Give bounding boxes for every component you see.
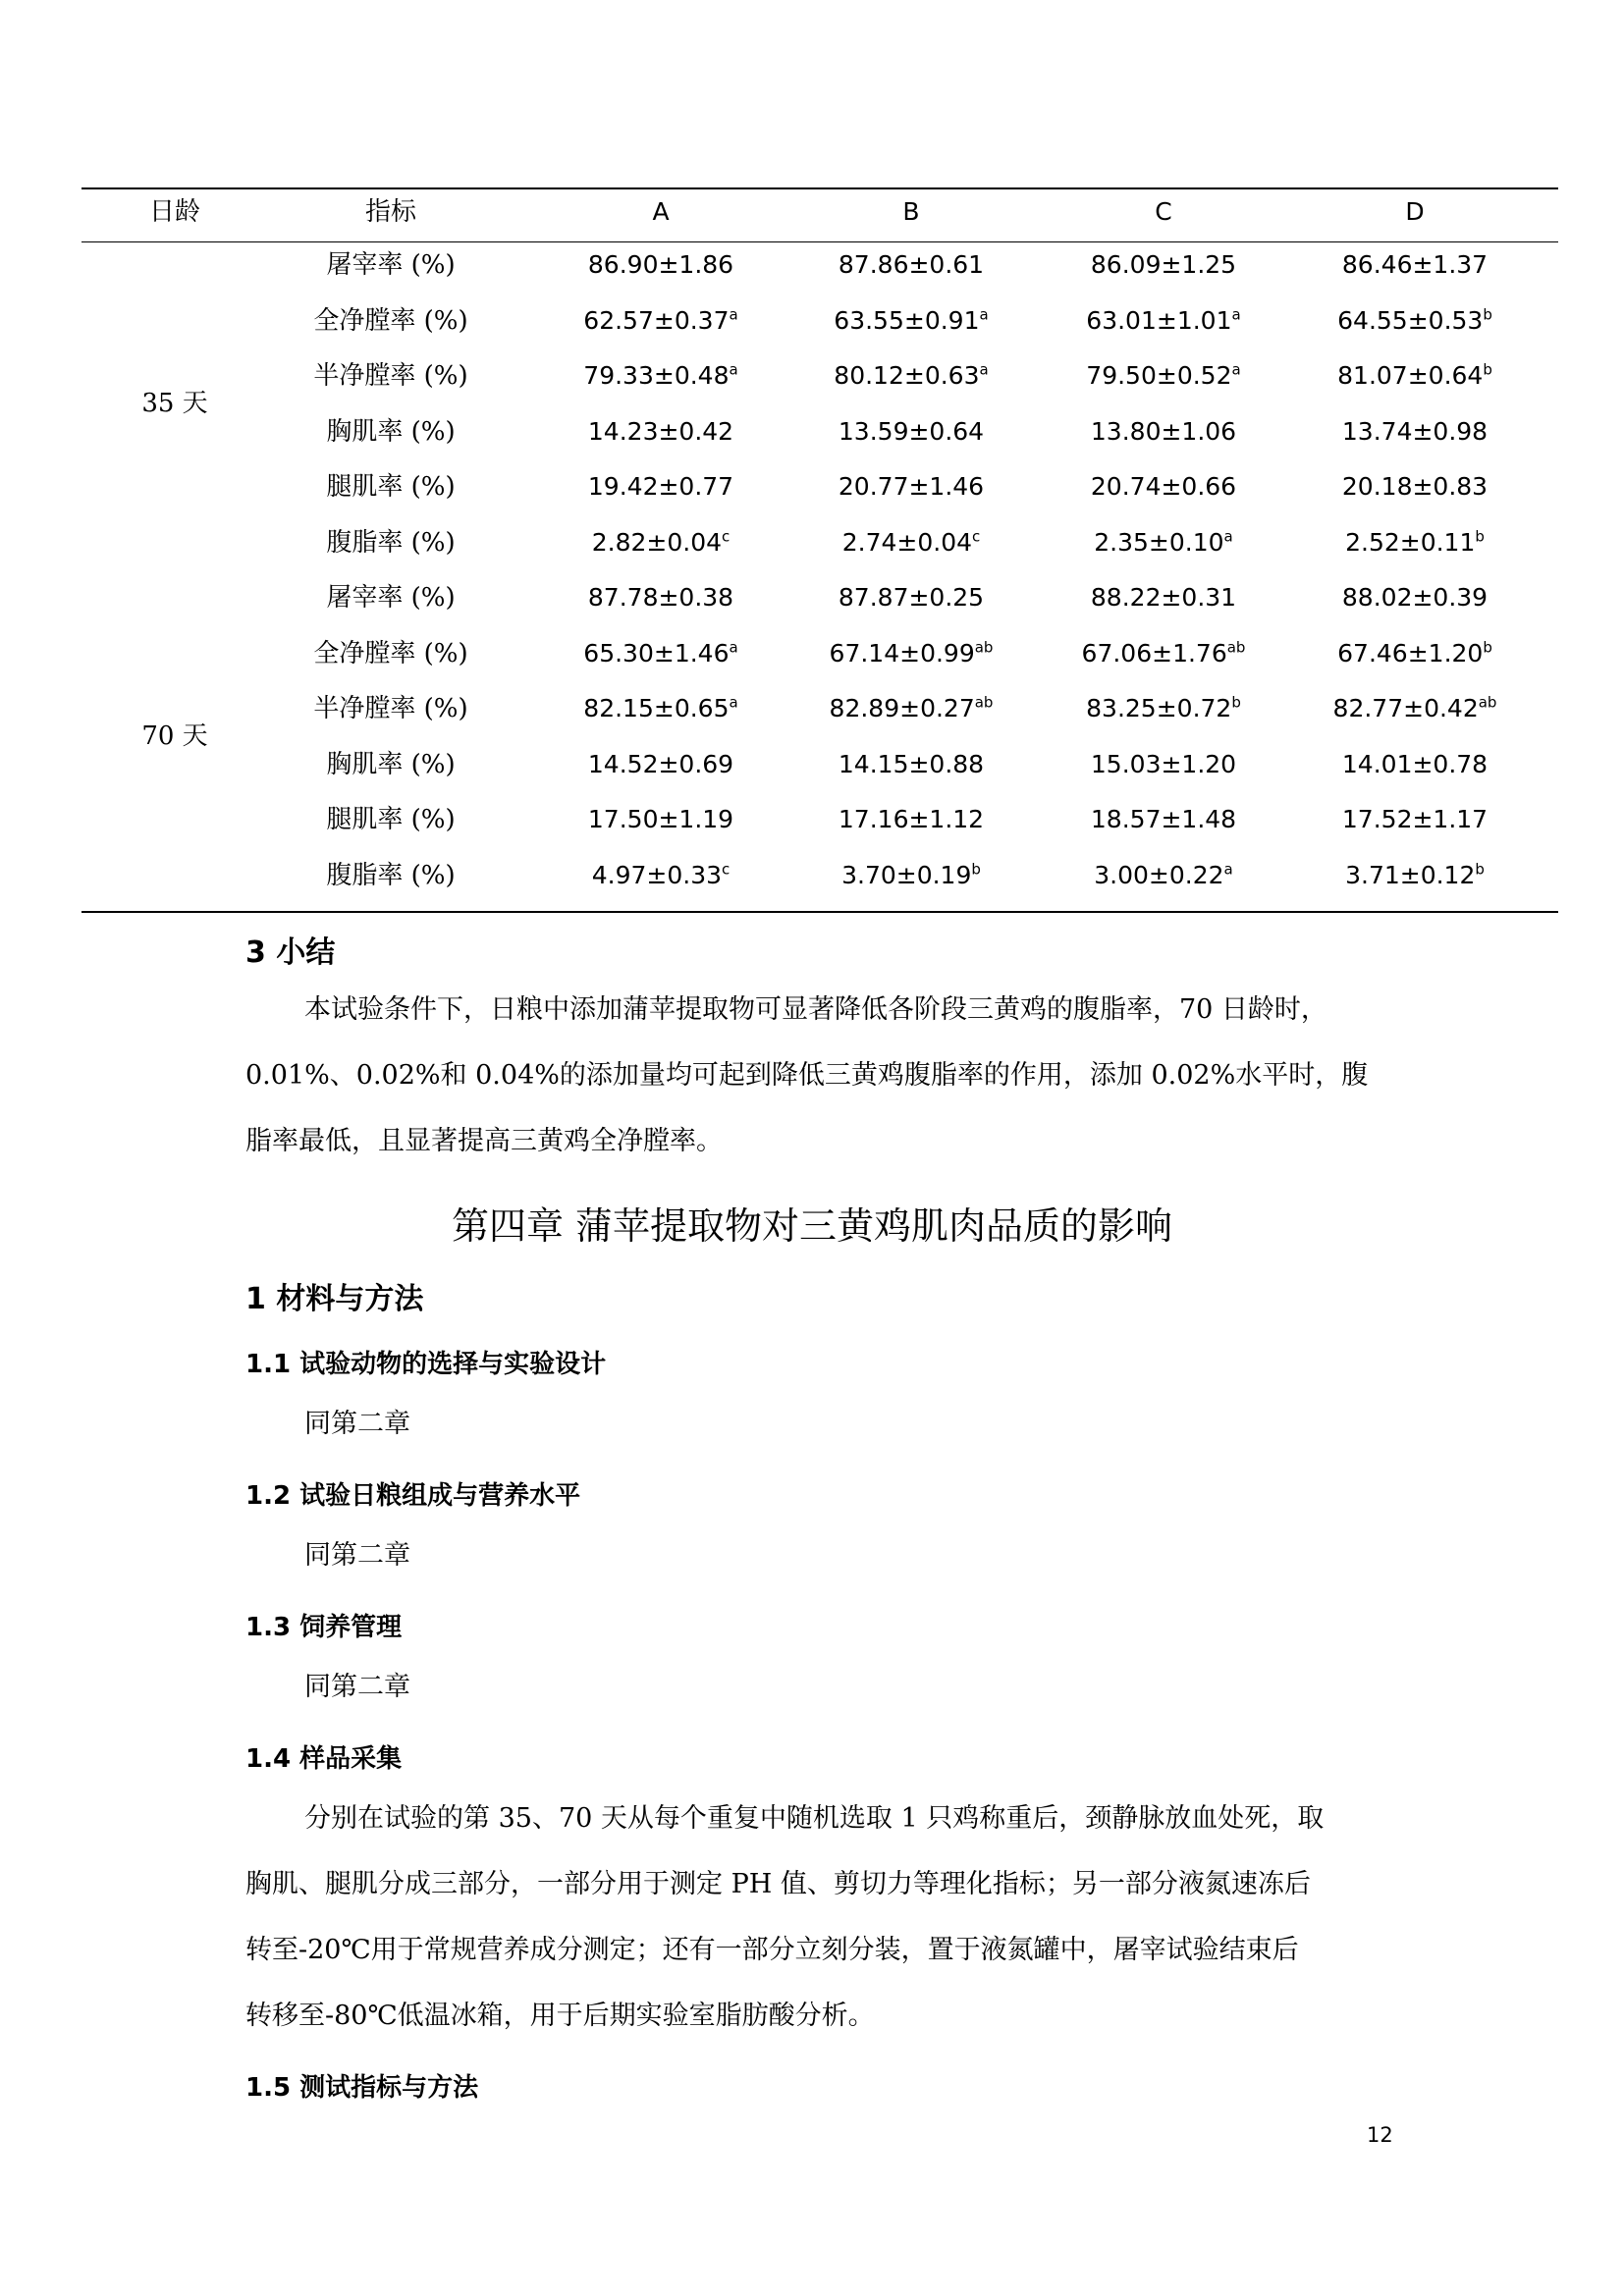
mean-sd-value: 18.57±1.48 — [1090, 805, 1237, 833]
mean-sd-value: 82.15±0.65 — [583, 694, 730, 722]
value-cell-d — [1302, 583, 1528, 613]
mean-sd-value: 3.71±0.12 — [1345, 860, 1476, 889]
mean-sd-value: 2.82±0.04 — [591, 527, 723, 557]
mean-sd-value: 2.52±0.11 — [1345, 527, 1476, 557]
mean-sd-value: 15.03±1.20 — [1090, 749, 1237, 778]
mean-sd-value: 88.22±0.31 — [1090, 583, 1237, 612]
col-header-b: B — [902, 197, 920, 226]
significance-letter: a — [1231, 360, 1241, 379]
significance-letter: ab — [1226, 638, 1246, 657]
significance-letter: a — [1223, 527, 1233, 546]
mean-sd-value: 86.46±1.37 — [1341, 250, 1489, 279]
value-cell-b — [798, 417, 1024, 447]
table-header-rule — [81, 241, 1558, 242]
mean-sd-value: 80.12±0.63 — [834, 361, 980, 390]
mean-sd-value: 67.14±0.99 — [829, 638, 975, 667]
subsection-body-1-2: 同第二章 — [304, 1540, 410, 1571]
value-cell-a — [548, 306, 774, 336]
significance-letter: ab — [974, 638, 994, 657]
value-cell-b — [798, 861, 1024, 890]
mean-sd-value: 67.46±1.20 — [1337, 638, 1484, 667]
col-header-age: 日龄 — [148, 197, 200, 227]
mean-sd-value: 86.09±1.25 — [1090, 250, 1237, 279]
subsection-heading-1-4: 1.4 样品采集 — [245, 1744, 403, 1774]
mean-sd-value: 83.25±0.72 — [1086, 694, 1232, 722]
value-cell-d — [1302, 694, 1528, 723]
value-cell-c — [1051, 694, 1276, 723]
significance-letter: c — [972, 527, 981, 546]
value-cell-c — [1051, 472, 1276, 502]
value-cell-c — [1051, 805, 1276, 834]
significance-letter: a — [729, 360, 738, 379]
mean-sd-value: 67.06±1.76 — [1081, 638, 1227, 667]
mean-sd-value: 20.77±1.46 — [838, 472, 985, 501]
sample-collection-line-2: 胸肌、腿肌分成三部分，一部分用于测定 PH 值、剪切力等理化指标；另一部分液氮速冻后 — [245, 1869, 1311, 1899]
col-header-c: C — [1155, 197, 1172, 226]
subsection-body-1-1: 同第二章 — [304, 1409, 410, 1439]
value-cell-a — [548, 528, 774, 558]
mean-sd-value: 17.52±1.17 — [1341, 805, 1489, 833]
value-cell-a — [548, 583, 774, 613]
indicator-label: 胸肌率 (%) — [326, 749, 456, 779]
significance-letter: b — [1475, 860, 1485, 879]
indicator-label: 腿肌率 (%) — [326, 472, 456, 502]
indicator-label: 腹脂率 (%) — [326, 527, 456, 558]
value-cell-c — [1051, 250, 1276, 280]
significance-letter: ab — [974, 693, 994, 712]
col-header-indicator: 指标 — [364, 197, 416, 227]
mean-sd-value: 86.90±1.86 — [587, 250, 734, 279]
sample-collection-line-4: 转移至-80℃低温冰箱，用于后期实验室脂肪酸分析。 — [245, 2001, 875, 2031]
mean-sd-value: 19.42±0.77 — [587, 472, 734, 501]
value-cell-d — [1302, 750, 1528, 779]
value-cell-b — [798, 528, 1024, 558]
value-cell-a — [548, 361, 774, 391]
value-cell-d — [1302, 250, 1528, 280]
significance-letter: a — [979, 360, 989, 379]
mean-sd-value: 13.74±0.98 — [1341, 416, 1489, 446]
value-cell-d — [1302, 805, 1528, 834]
mean-sd-value: 14.52±0.69 — [587, 749, 734, 778]
sample-collection-line-1: 分别在试验的第 35、70 天从每个重复中随机选取 1 只鸡称重后，颈静脉放血处死，取 — [304, 1803, 1325, 1834]
summary-heading: 3 小结 — [245, 935, 336, 970]
significance-letter: a — [1231, 305, 1241, 324]
value-cell-c — [1051, 750, 1276, 779]
value-cell-d — [1302, 639, 1528, 668]
value-cell-b — [798, 361, 1024, 391]
mean-sd-value: 65.30±1.46 — [583, 638, 730, 667]
mean-sd-value: 82.89±0.27 — [829, 694, 975, 722]
mean-sd-value: 17.16±1.12 — [838, 805, 985, 833]
mean-sd-value: 81.07±0.64 — [1337, 361, 1484, 390]
indicator-label: 半净膛率 (%) — [313, 361, 468, 391]
value-cell-d — [1302, 306, 1528, 336]
indicator-label: 腹脂率 (%) — [326, 860, 456, 890]
mean-sd-value: 13.80±1.06 — [1090, 416, 1237, 446]
value-cell-a — [548, 750, 774, 779]
subsection-heading-1-1: 1.1 试验动物的选择与实验设计 — [245, 1350, 607, 1379]
subsection-heading-1-3: 1.3 饲养管理 — [245, 1613, 403, 1642]
value-cell-d — [1302, 861, 1528, 890]
mean-sd-value: 63.55±0.91 — [834, 305, 980, 335]
mean-sd-value: 87.86±0.61 — [838, 250, 985, 279]
significance-letter: b — [1483, 360, 1492, 379]
significance-letter: b — [971, 860, 981, 879]
value-cell-c — [1051, 861, 1276, 890]
age-group-label: 70 天 — [141, 721, 208, 752]
value-cell-a — [548, 472, 774, 502]
mean-sd-value: 82.77±0.42 — [1332, 694, 1479, 722]
indicator-label: 屠宰率 (%) — [326, 583, 456, 613]
indicator-label: 腿肌率 (%) — [326, 805, 456, 834]
mean-sd-value: 3.70±0.19 — [841, 860, 972, 889]
significance-letter: ab — [1478, 693, 1497, 712]
indicator-label: 半净膛率 (%) — [313, 694, 468, 723]
mean-sd-value: 87.87±0.25 — [838, 583, 985, 612]
significance-letter: b — [1231, 693, 1241, 712]
subsection-body-1-3: 同第二章 — [304, 1672, 410, 1702]
mean-sd-value: 64.55±0.53 — [1337, 305, 1484, 335]
value-cell-b — [798, 306, 1024, 336]
value-cell-a — [548, 805, 774, 834]
value-cell-b — [798, 583, 1024, 613]
summary-line-3: 脂率最低，且显著提高三黄鸡全净膛率。 — [245, 1126, 723, 1156]
indicator-label: 全净膛率 (%) — [313, 305, 468, 336]
mean-sd-value: 63.01±1.01 — [1086, 305, 1232, 335]
table-top-rule — [81, 187, 1558, 189]
value-cell-c — [1051, 639, 1276, 668]
value-cell-b — [798, 639, 1024, 668]
subsection-heading-1-2: 1.2 试验日粮组成与营养水平 — [245, 1481, 581, 1511]
significance-letter: a — [729, 693, 738, 712]
value-cell-c — [1051, 417, 1276, 447]
value-cell-a — [548, 694, 774, 723]
table-bottom-rule — [81, 911, 1558, 913]
significance-letter: a — [979, 305, 989, 324]
indicator-label: 全净膛率 (%) — [313, 638, 468, 668]
significance-letter: b — [1475, 527, 1485, 546]
significance-letter: a — [729, 638, 738, 657]
significance-letter: b — [1483, 305, 1492, 324]
value-cell-b — [798, 694, 1024, 723]
mean-sd-value: 17.50±1.19 — [587, 805, 734, 833]
value-cell-a — [548, 639, 774, 668]
indicator-label: 胸肌率 (%) — [326, 416, 456, 447]
mean-sd-value: 88.02±0.39 — [1341, 583, 1489, 612]
col-header-a: A — [652, 197, 670, 226]
value-cell-d — [1302, 472, 1528, 502]
mean-sd-value: 87.78±0.38 — [587, 583, 734, 612]
mean-sd-value: 79.33±0.48 — [583, 361, 730, 390]
significance-letter: a — [1223, 860, 1233, 879]
value-cell-b — [798, 750, 1024, 779]
indicator-label: 屠宰率 (%) — [326, 250, 456, 280]
value-cell-c — [1051, 528, 1276, 558]
value-cell-b — [798, 805, 1024, 834]
mean-sd-value: 20.18±0.83 — [1341, 472, 1489, 501]
subsection-heading-1-5: 1.5 测试指标与方法 — [245, 2073, 479, 2103]
value-cell-c — [1051, 583, 1276, 613]
value-cell-d — [1302, 361, 1528, 391]
significance-letter: b — [1483, 638, 1492, 657]
mean-sd-value: 2.35±0.10 — [1094, 527, 1224, 557]
col-header-d: D — [1405, 197, 1425, 226]
mean-sd-value: 14.15±0.88 — [838, 749, 985, 778]
mean-sd-value: 14.01±0.78 — [1341, 749, 1489, 778]
mean-sd-value: 62.57±0.37 — [583, 305, 730, 335]
value-cell-a — [548, 250, 774, 280]
significance-letter: c — [722, 527, 731, 546]
value-cell-b — [798, 250, 1024, 280]
value-cell-c — [1051, 306, 1276, 336]
age-group-label: 35 天 — [141, 389, 208, 419]
significance-letter: c — [722, 860, 731, 879]
value-cell-d — [1302, 417, 1528, 447]
section-heading-materials-methods: 1 材料与方法 — [245, 1282, 424, 1316]
significance-letter: a — [729, 305, 738, 324]
value-cell-c — [1051, 361, 1276, 391]
value-cell-b — [798, 472, 1024, 502]
summary-line-2: 0.01%、0.02%和 0.04%的添加量均可起到降低三黄鸡腹脂率的作用，添加 0.02%水平时，腹 — [245, 1060, 1369, 1091]
value-cell-d — [1302, 528, 1528, 558]
mean-sd-value: 13.59±0.64 — [838, 416, 985, 446]
summary-line-1: 本试验条件下，日粮中添加蒲苹提取物可显著降低各阶段三黄鸡的腹脂率，70 日龄时， — [304, 994, 1327, 1025]
value-cell-a — [548, 861, 774, 890]
page-number: 12 — [1367, 2123, 1393, 2147]
mean-sd-value: 3.00±0.22 — [1094, 860, 1224, 889]
mean-sd-value: 79.50±0.52 — [1086, 361, 1232, 390]
mean-sd-value: 2.74±0.04 — [841, 527, 973, 557]
chapter-title: 第四章 蒲苹提取物对三黄鸡肌肉品质的影响 — [451, 1204, 1173, 1248]
sample-collection-line-3: 转至-20℃用于常规营养成分测定；还有一部分立刻分装，置于液氮罐中，屠宰试验结束后 — [245, 1935, 1299, 1965]
mean-sd-value: 20.74±0.66 — [1090, 472, 1237, 501]
mean-sd-value: 4.97±0.33 — [591, 860, 723, 889]
mean-sd-value: 14.23±0.42 — [587, 416, 734, 446]
value-cell-a — [548, 417, 774, 447]
